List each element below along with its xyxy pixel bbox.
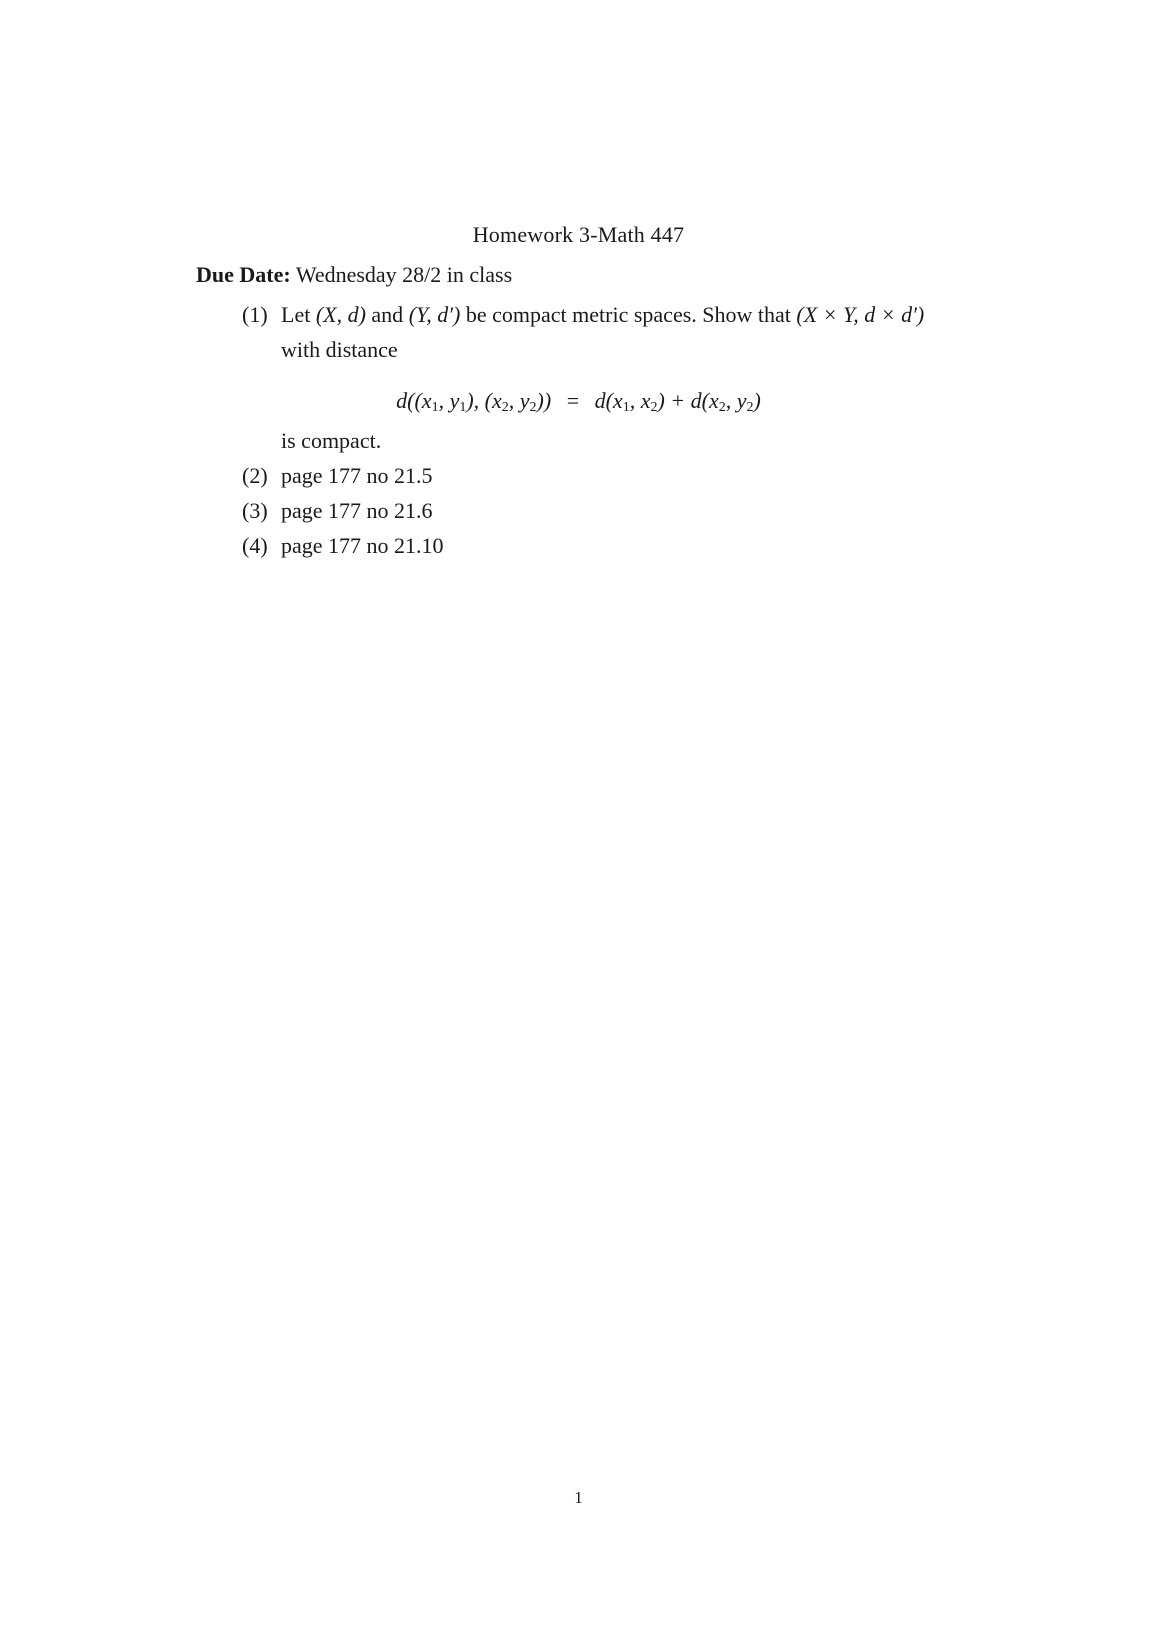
due-date-label: Due Date: — [196, 262, 291, 287]
problem-text: page 177 no 21.6 — [281, 498, 433, 523]
problem-intro: Let — [281, 302, 311, 327]
problem-number: (4) — [242, 533, 268, 558]
due-date-line — [196, 262, 512, 288]
due-date-value: Wednesday 28/2 in class — [295, 262, 513, 287]
problem-number: (2) — [242, 463, 268, 488]
math-product-space: (X × Y, d × d′) — [796, 302, 925, 327]
math-space-x: (X, d) — [315, 302, 366, 327]
problem-text: page 177 no 21.5 — [281, 463, 433, 488]
formula-rhs: $d(x_1$, $x_2) + d(x_2$, $y_2$) — [594, 388, 761, 415]
problem-number: (3) — [242, 498, 268, 523]
document-title: Homework 3-Math 447 — [472, 222, 685, 247]
problem-continuation: with distance — [281, 337, 398, 362]
conjunction: and — [371, 302, 404, 327]
page-number: 1 — [574, 1488, 583, 1507]
math-space-y: (Y, d′) — [408, 302, 461, 327]
problem-text — [281, 302, 924, 328]
problem-conclusion: is compact. — [281, 428, 382, 453]
formula-lhs: $d((x_1$, $y_1$), ($x_2$, $y_2$)) — [396, 388, 552, 415]
distance-formula — [0, 388, 1157, 416]
problem-statement: be compact metric spaces. Show that — [465, 302, 791, 327]
problem-number: (1) — [242, 302, 268, 327]
formula-equals: = — [566, 388, 580, 413]
problem-text: page 177 no 21.10 — [281, 533, 444, 558]
